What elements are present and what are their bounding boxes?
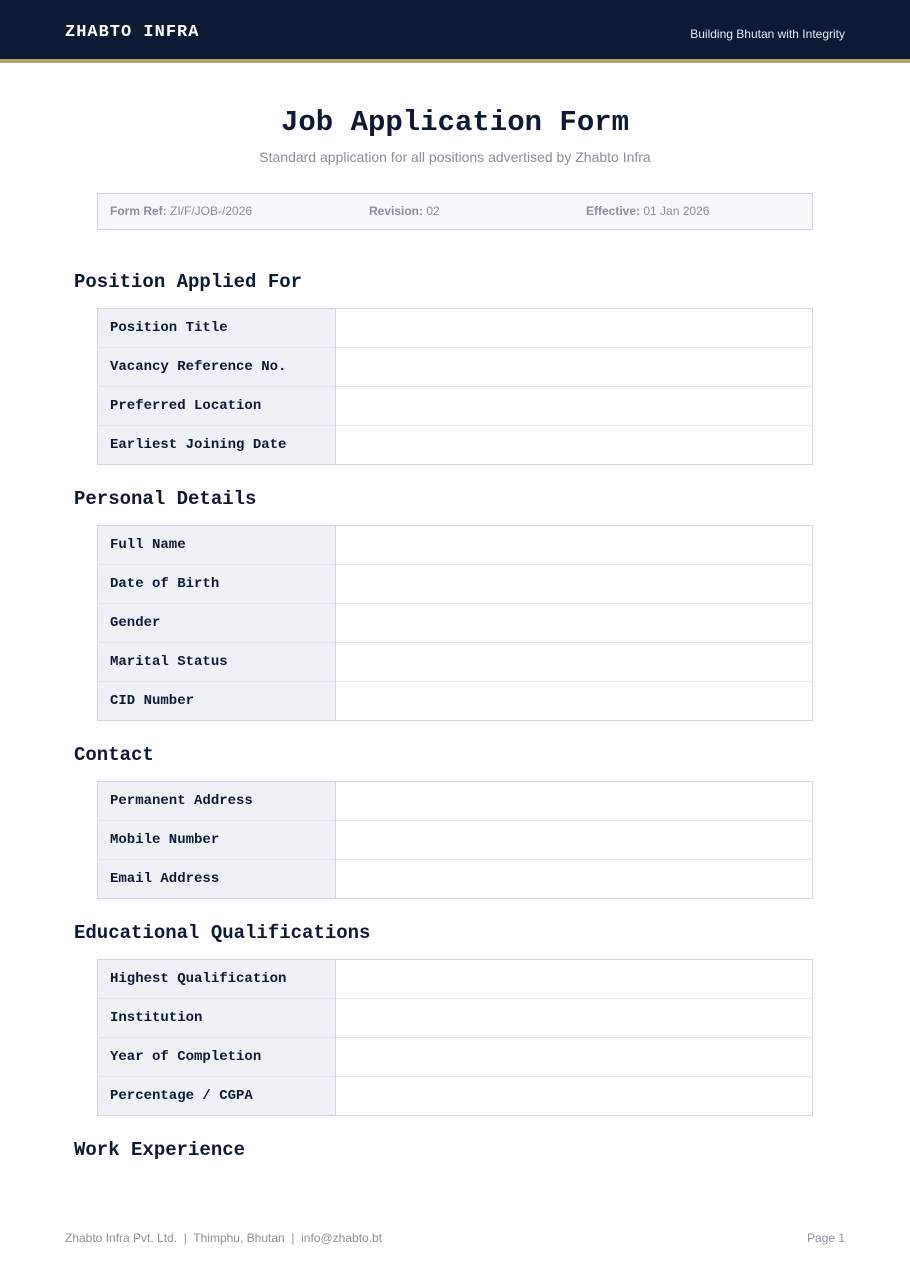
effective-label: Effective:: [586, 204, 641, 218]
section-title-work-experience: Work Experience: [74, 1139, 246, 1161]
page-title: Job Application Form: [280, 106, 630, 139]
full-name-input[interactable]: [336, 526, 813, 565]
table-row: [98, 1038, 813, 1077]
field-label: Marital Status: [98, 643, 336, 682]
education-fields-table: [97, 959, 813, 1116]
section-title-education: Educational Qualifications: [74, 922, 371, 944]
field-label: Year of Completion: [98, 1038, 336, 1077]
percentage-cgpa-input[interactable]: [336, 1077, 813, 1116]
table-row: [98, 565, 813, 604]
page-number: Page 1: [806, 1231, 845, 1245]
table-row: [98, 387, 813, 426]
revision-label: Revision:: [369, 204, 424, 218]
table-row: [98, 426, 813, 465]
field-label: Full Name: [98, 526, 336, 565]
field-label: Permanent Address: [98, 782, 336, 821]
effective-value: 01 Jan 2026: [643, 204, 710, 218]
gender-input[interactable]: [336, 604, 813, 643]
field-label: Email Address: [98, 860, 336, 899]
joining-date-input[interactable]: [336, 426, 813, 465]
permanent-address-input[interactable]: [336, 782, 813, 821]
contact-fields-table: [97, 781, 813, 899]
section-title-personal: Personal Details: [74, 488, 257, 510]
institution-input[interactable]: [336, 999, 813, 1038]
table-row: [98, 960, 813, 999]
year-of-completion-input[interactable]: [336, 1038, 813, 1077]
form-ref-value: ZI/F/JOB-/2026: [170, 204, 253, 218]
vacancy-reference-input[interactable]: [336, 348, 813, 387]
form-ref-label: Form Ref:: [110, 204, 167, 218]
form-reference-bar: [97, 193, 813, 230]
mobile-number-input[interactable]: [336, 821, 813, 860]
table-row: [98, 782, 813, 821]
section-title-contact: Contact: [74, 744, 154, 766]
table-row: [98, 309, 813, 348]
field-label: Position Title: [98, 309, 336, 348]
field-label: CID Number: [98, 682, 336, 721]
table-row: [98, 999, 813, 1038]
table-row: [98, 682, 813, 721]
section-title-position: Position Applied For: [74, 271, 303, 293]
brand-tagline: Building Bhutan with Integrity: [690, 27, 845, 41]
table-row: [98, 643, 813, 682]
personal-fields-table: [97, 525, 813, 721]
footer-text: Zhabto Infra Pvt. Ltd. | Thimphu, Bhutan | info@zhabto.bt: [65, 1231, 383, 1245]
table-row: [98, 526, 813, 565]
cid-number-input[interactable]: [336, 682, 813, 721]
preferred-location-input[interactable]: [336, 387, 813, 426]
revision-value: 02: [426, 204, 440, 218]
date-of-birth-input[interactable]: [336, 565, 813, 604]
table-row: [98, 821, 813, 860]
email-address-input[interactable]: [336, 860, 813, 899]
revision: [369, 204, 440, 218]
field-label: Highest Qualification: [98, 960, 336, 999]
form-ref: [110, 204, 252, 218]
effective-date: [586, 204, 709, 218]
table-row: [98, 1077, 813, 1116]
field-label: Vacancy Reference No.: [98, 348, 336, 387]
position-title-input[interactable]: [336, 309, 813, 348]
brand-name: ZHABTO INFRA: [65, 23, 200, 42]
field-label: Preferred Location: [98, 387, 336, 426]
table-row: [98, 860, 813, 899]
field-label: Institution: [98, 999, 336, 1038]
highest-qualification-input[interactable]: [336, 960, 813, 999]
field-label: Earliest Joining Date: [98, 426, 336, 465]
field-label: Percentage / CGPA: [98, 1077, 336, 1116]
page-subtitle: Standard application for all positions advertised by Zhabto Infra: [259, 149, 651, 165]
marital-status-input[interactable]: [336, 643, 813, 682]
table-row: [98, 604, 813, 643]
field-label: Mobile Number: [98, 821, 336, 860]
field-label: Date of Birth: [98, 565, 336, 604]
position-fields-table: [97, 308, 813, 465]
field-label: Gender: [98, 604, 336, 643]
table-row: [98, 348, 813, 387]
footer-company-info: [65, 1231, 382, 1245]
header-bar: [0, 0, 910, 63]
